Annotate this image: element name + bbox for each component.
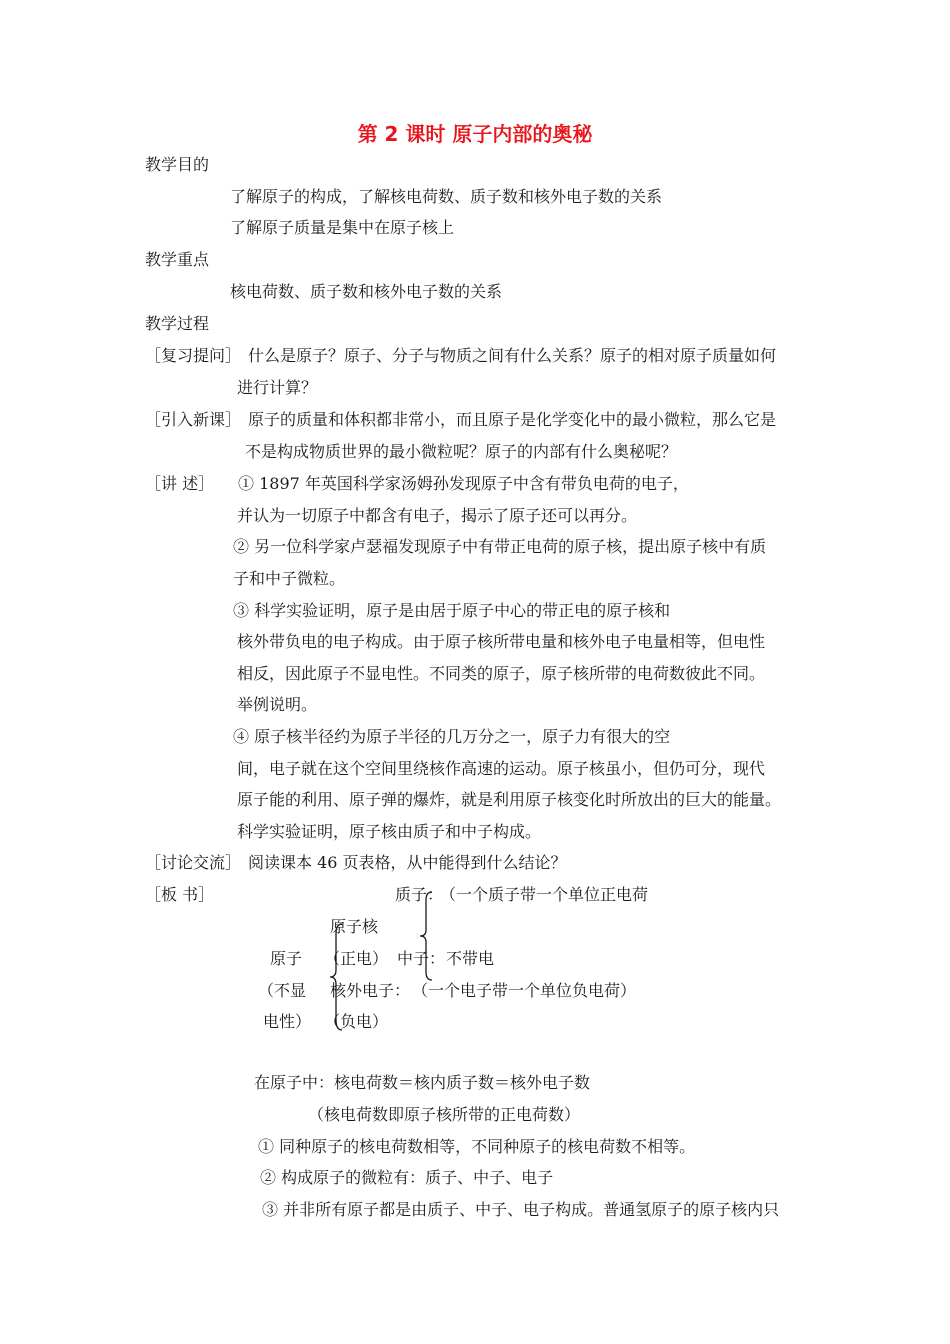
lecture-line: 间，电子就在这个空间里绕核作高速的运动。原子核虽小，但仍可分，现代 [237, 759, 766, 778]
atom-label: 原子 [270, 949, 303, 968]
summary-point: ② 构成原子的微粒有：质子、中子、电子 [260, 1168, 554, 1187]
review-tag: ［复习提问］ [145, 346, 242, 365]
relation-formula: 在原子中：核电荷数＝核内质子数＝核外电子数 [254, 1073, 591, 1092]
discussion-text: 阅读课本 46 页表格，从中能得到什么结论？ [248, 853, 567, 872]
process-heading: 教学过程 [145, 314, 210, 333]
nucleus-brace [418, 890, 434, 982]
electron-charge: （负电） [324, 1012, 389, 1031]
summary-point: ① 同种原子的核电荷数相等，不同种原子的核电荷数不相等。 [258, 1137, 696, 1156]
intro-line: 原子的质量和体积都非常小，而且原子是化学变化中的最小微粒，那么它是 [248, 410, 777, 429]
intro-tag: ［引入新课］ [145, 410, 242, 429]
lecture-line: 子和中子微粒。 [233, 569, 346, 588]
objective-item: 了解原子的构成，了解核电荷数、质子数和核外电子数的关系 [230, 187, 663, 206]
neutron-label: 中子： [397, 949, 446, 968]
page-title: 第 2 课时 原子内部的奥秘 [357, 122, 593, 146]
lecture-tag: ［讲 述］ [145, 474, 215, 493]
atom-note: （不显 [258, 981, 307, 1000]
atom-brace [328, 922, 344, 1032]
lecture-line: ④ 原子核半径约为原子半径的几万分之一，原子力有很大的空 [233, 727, 671, 746]
electron-desc: （一个电子带一个单位负电荷） [412, 981, 637, 1000]
electron-label: 核外电子： [330, 981, 411, 1000]
proton-label: 质子： [395, 885, 444, 904]
discussion-tag: ［讨论交流］ [145, 853, 242, 872]
proton-desc: （一个质子带一个单位正电荷 [440, 885, 649, 904]
lecture-line: ① 1897 年英国科学家汤姆孙发现原子中含有带负电荷的电子， [238, 474, 689, 493]
review-line: 什么是原子？原子、分子与物质之间有什么关系？原子的相对原子质量如何 [248, 346, 777, 365]
objective-item: 了解原子质量是集中在原子核上 [230, 218, 455, 237]
intro-line: 不是构成物质世界的最小微粒呢？原子的内部有什么奥秘呢？ [245, 442, 678, 461]
lecture-line: 科学实验证明，原子核由质子和中子构成。 [237, 822, 542, 841]
lecture-line: 相反，因此原子不显电性。不同类的原子，原子核所带的电荷数彼此不同。 [237, 664, 766, 683]
key-points-heading: 教学重点 [145, 250, 210, 269]
relation-note: （核电荷数即原子核所带的正电荷数） [308, 1105, 581, 1124]
atom-note: 电性） [263, 1012, 312, 1031]
lecture-line: 原子能的利用、原子弹的爆炸，就是利用原子核变化时所放出的巨大的能量。 [237, 790, 782, 809]
lecture-line: 并认为一切原子中都含有电子，揭示了原子还可以再分。 [237, 506, 638, 525]
lecture-line: 举例说明。 [237, 695, 318, 714]
summary-point: ③ 并非所有原子都是由质子、中子、电子构成。普通氢原子的原子核内只 [262, 1200, 780, 1219]
lecture-line: ② 另一位科学家卢瑟福发现原子中有带正电荷的原子核，提出原子核中有质 [233, 537, 767, 556]
key-point-item: 核电荷数、质子数和核外电子数的关系 [230, 282, 503, 301]
objectives-heading: 教学目的 [145, 155, 210, 174]
board-tag: ［板 书］ [145, 885, 215, 904]
neutron-desc: 不带电 [446, 949, 495, 968]
lecture-line: 核外带负电的电子构成。由于原子核所带电量和核外电子电量相等，但电性 [237, 632, 766, 651]
review-line: 进行计算？ [237, 378, 318, 397]
nucleus-label: 原子核 [330, 917, 379, 936]
nucleus-charge: （正电） [324, 949, 389, 968]
lecture-line: ③ 科学实验证明，原子是由居于原子中心的带正电的原子核和 [233, 601, 671, 620]
